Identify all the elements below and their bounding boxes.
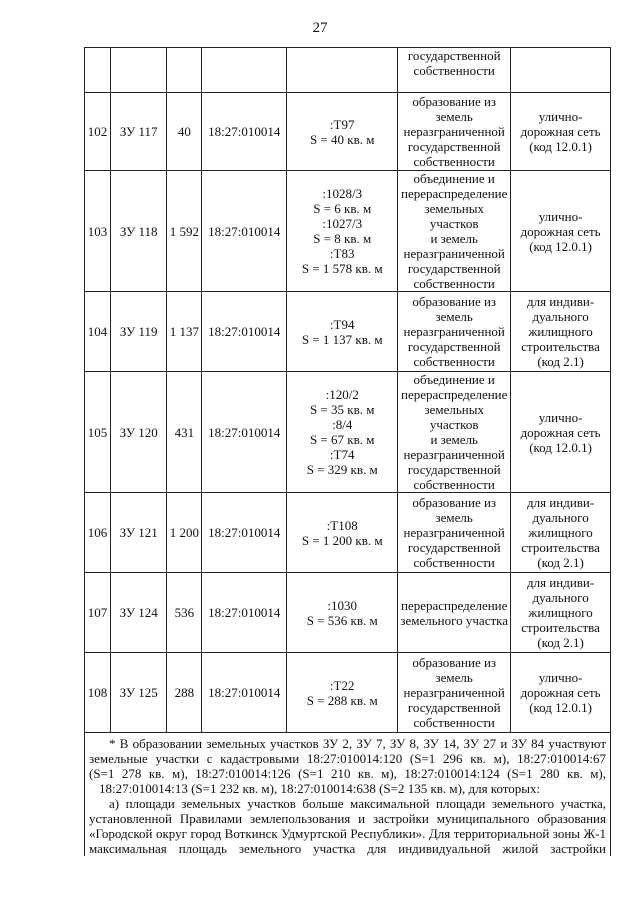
use-line: (код 12.0.1) bbox=[529, 139, 592, 154]
method-line: неразграниченной bbox=[403, 525, 505, 540]
use-line: (код 12.0.1) bbox=[529, 439, 592, 455]
cell-permitted-use bbox=[511, 93, 611, 171]
source-line: S = 288 кв. м bbox=[306, 692, 378, 708]
note-line: а) площади земельных участков больше максимальной площади земельного участка, bbox=[109, 796, 606, 811]
table-row bbox=[85, 93, 611, 171]
method-line: земель bbox=[435, 510, 473, 525]
method-line: собственности bbox=[413, 715, 495, 730]
cell-cadastral-quarter: 18:27:010014 bbox=[202, 573, 287, 653]
method-line: и земель bbox=[430, 231, 478, 246]
source-line: S = 536 кв. м bbox=[306, 612, 378, 628]
cell-permitted-use bbox=[511, 292, 611, 372]
cell-cadastral-quarter: 18:27:010014 bbox=[202, 93, 287, 171]
use-line: (код 2.1) bbox=[537, 635, 584, 650]
cell-empty bbox=[110, 48, 167, 93]
source-line: :1030 bbox=[327, 597, 358, 613]
use-line: строительства bbox=[521, 540, 600, 555]
source-line: S = 35 кв. м bbox=[309, 402, 375, 417]
cell-formation-method bbox=[398, 48, 511, 93]
method-line: собственности bbox=[413, 276, 495, 291]
source-line: :1027/3 bbox=[322, 216, 363, 231]
method-line: собственности bbox=[413, 154, 495, 169]
cell-source-plots bbox=[287, 372, 398, 493]
cell-row-number: 105 bbox=[85, 372, 111, 493]
cell-cadastral-quarter: 18:27:010014 bbox=[202, 292, 287, 372]
cell-area: 288 bbox=[167, 653, 202, 733]
use-line: строительства bbox=[521, 339, 600, 354]
method-line: образование из bbox=[412, 655, 497, 670]
method-line: образование из bbox=[412, 495, 497, 510]
method-line: неразграниченной bbox=[403, 124, 505, 139]
source-line: :Т83 bbox=[329, 246, 355, 261]
note-line: (S=1 278 кв. м), 18:27:010014:126 (S=1 210 кв. м), 18:27:010014:124 (S=1 280 кв. м), bbox=[89, 766, 606, 781]
table-row bbox=[85, 372, 611, 493]
table-row bbox=[85, 493, 611, 573]
method-line: государственной bbox=[407, 261, 501, 276]
cell-cadastral-quarter: 18:27:010014 bbox=[202, 493, 287, 573]
method-line: государственной bbox=[407, 462, 501, 477]
source-line: :Т94 bbox=[329, 316, 355, 332]
cell-plot-id: ЗУ 118 bbox=[110, 171, 167, 292]
method-line: земель bbox=[435, 109, 473, 124]
land-plots-table bbox=[84, 47, 611, 856]
cell-empty bbox=[202, 48, 287, 93]
use-line: улично- bbox=[538, 409, 583, 425]
note-line: установленной Правилами землепользования и застройки муниципального образования bbox=[89, 811, 606, 826]
cell-row-number: 106 bbox=[85, 493, 111, 573]
use-line: дуального bbox=[532, 510, 589, 525]
source-line: :8/4 bbox=[332, 417, 353, 432]
source-line: :Т74 bbox=[329, 447, 355, 462]
use-line: дуального bbox=[532, 309, 589, 324]
source-line: S = 329 кв. м bbox=[306, 462, 378, 477]
use-line: жилищного bbox=[528, 605, 593, 620]
cell-source-plots bbox=[287, 573, 398, 653]
cell-permitted-use bbox=[511, 171, 611, 292]
cell-area: 1 200 bbox=[167, 493, 202, 573]
method-line: объединение и bbox=[413, 372, 495, 387]
method-line: собственности bbox=[413, 354, 495, 369]
cell-plot-id: ЗУ 121 bbox=[110, 493, 167, 573]
source-line: :Т22 bbox=[329, 677, 355, 693]
use-line: (код 2.1) bbox=[537, 555, 584, 570]
use-line: жилищного bbox=[528, 324, 593, 339]
use-line: строительства bbox=[521, 620, 600, 635]
cell-permitted-use bbox=[511, 573, 611, 653]
method-line: государственной bbox=[407, 139, 501, 154]
cell-formation-method bbox=[398, 93, 511, 171]
cell-source-plots bbox=[287, 653, 398, 733]
method-line: собственности bbox=[413, 555, 495, 570]
cell-formation-method bbox=[398, 372, 511, 493]
source-line: S = 1 200 кв. м bbox=[301, 532, 383, 548]
cell-permitted-use bbox=[511, 653, 611, 733]
method-line: государственной bbox=[407, 339, 501, 354]
use-line: (код 2.1) bbox=[537, 354, 584, 369]
use-line: улично- bbox=[538, 208, 583, 224]
cell-row-number: 108 bbox=[85, 653, 111, 733]
cell-empty bbox=[167, 48, 202, 93]
cell-empty bbox=[85, 48, 111, 93]
use-line: дорожная сеть bbox=[520, 124, 601, 139]
source-line: S = 1 578 кв. м bbox=[301, 261, 383, 276]
method-line: и земель bbox=[430, 432, 478, 447]
method-line: неразграниченной bbox=[403, 246, 505, 261]
cell-plot-id: ЗУ 117 bbox=[110, 93, 167, 171]
use-line: дорожная сеть bbox=[520, 223, 601, 239]
cell-area: 431 bbox=[167, 372, 202, 493]
cell-formation-method bbox=[398, 493, 511, 573]
note-line: 18:27:010014:13 (S=1 232 кв. м), 18:27:010014:638 (S=2 135 кв. м), для которых: bbox=[99, 781, 541, 796]
cell-area: 1 592 bbox=[167, 171, 202, 292]
cell-source-plots bbox=[287, 493, 398, 573]
method-line: государственной bbox=[407, 48, 501, 63]
cell-formation-method bbox=[398, 653, 511, 733]
method-line: земельного участка bbox=[400, 612, 509, 628]
method-line: земельных участков bbox=[424, 402, 484, 432]
use-line: (код 12.0.1) bbox=[529, 238, 592, 254]
use-line: для индиви- bbox=[526, 294, 595, 309]
method-line: неразграниченной bbox=[403, 447, 505, 462]
use-line: дорожная сеть bbox=[520, 424, 601, 440]
cell-permitted-use bbox=[511, 493, 611, 573]
cell-empty bbox=[287, 48, 398, 93]
cell-plot-id: ЗУ 120 bbox=[110, 372, 167, 493]
cell-source-plots bbox=[287, 93, 398, 171]
method-line: государственной bbox=[407, 700, 501, 715]
note-line: максимальная площадь земельного участка для индивидуальной жилой застройки bbox=[89, 841, 606, 856]
use-line: жилищного bbox=[528, 525, 593, 540]
method-line: неразграниченной bbox=[403, 324, 505, 339]
note-row bbox=[85, 733, 611, 857]
footnote bbox=[85, 733, 611, 857]
page-number: 27 bbox=[312, 20, 328, 36]
cell-formation-method bbox=[398, 171, 511, 292]
cell-area: 40 bbox=[167, 93, 202, 171]
source-line: :120/2 bbox=[325, 387, 359, 402]
use-line: для индиви- bbox=[526, 495, 595, 510]
table-body bbox=[85, 48, 611, 733]
method-line: земель bbox=[435, 670, 473, 685]
continuation-row bbox=[85, 48, 611, 93]
method-line: государственной bbox=[407, 540, 501, 555]
use-line: для индиви- bbox=[526, 575, 595, 590]
cell-source-plots bbox=[287, 292, 398, 372]
table-row bbox=[85, 292, 611, 372]
cell-formation-method bbox=[398, 292, 511, 372]
use-line: улично- bbox=[538, 670, 583, 685]
note-line: земельные участки с кадастровыми 18:27:010014:120 (S=1 296 кв. м), 18:27:010014:67 bbox=[89, 751, 606, 766]
method-line: перераспределение bbox=[400, 597, 508, 613]
method-line: земель bbox=[435, 309, 473, 324]
source-line: S = 8 кв. м bbox=[313, 231, 372, 246]
source-line: :Т97 bbox=[329, 116, 355, 132]
cell-source-plots bbox=[287, 171, 398, 292]
method-line: собственности bbox=[413, 63, 495, 78]
method-line: неразграниченной bbox=[403, 685, 505, 700]
source-line: S = 67 кв. м bbox=[309, 432, 375, 447]
cell-cadastral-quarter: 18:27:010014 bbox=[202, 171, 287, 292]
method-line: земельных участков bbox=[424, 201, 484, 231]
cell-plot-id: ЗУ 119 bbox=[110, 292, 167, 372]
cell-plot-id: ЗУ 124 bbox=[110, 573, 167, 653]
cell-row-number: 103 bbox=[85, 171, 111, 292]
cell-permitted-use bbox=[511, 372, 611, 493]
use-line: дуального bbox=[532, 590, 589, 605]
cell-formation-method bbox=[398, 573, 511, 653]
cell-row-number: 104 bbox=[85, 292, 111, 372]
source-line: :Т108 bbox=[326, 517, 358, 533]
table-row bbox=[85, 573, 611, 653]
source-line: S = 1 137 кв. м bbox=[301, 331, 383, 347]
table-row bbox=[85, 653, 611, 733]
source-line: S = 6 кв. м bbox=[313, 201, 372, 216]
method-line: собственности bbox=[413, 477, 495, 492]
note-line: * В образовании земельных участков ЗУ 2, ЗУ 7, ЗУ 8, ЗУ 14, ЗУ 27 и ЗУ 84 участвуют bbox=[109, 736, 606, 751]
cell-cadastral-quarter: 18:27:010014 bbox=[202, 653, 287, 733]
note-line: «Городской округ город Воткинск Удмуртской Республики». Для территориальной зоны Ж-1 bbox=[89, 826, 606, 841]
cell-plot-id: ЗУ 125 bbox=[110, 653, 167, 733]
cell-area: 1 137 bbox=[167, 292, 202, 372]
method-line: образование из bbox=[412, 294, 497, 309]
cell-empty bbox=[511, 48, 611, 93]
source-line: S = 40 кв. м bbox=[309, 131, 375, 147]
method-line: образование из bbox=[412, 94, 497, 109]
cell-area: 536 bbox=[167, 573, 202, 653]
cell-row-number: 107 bbox=[85, 573, 111, 653]
use-line: улично- bbox=[538, 109, 583, 124]
cell-cadastral-quarter: 18:27:010014 bbox=[202, 372, 287, 493]
use-line: (код 12.0.1) bbox=[529, 700, 592, 715]
method-line: объединение и bbox=[413, 171, 495, 186]
use-line: дорожная сеть bbox=[520, 685, 601, 700]
method-line: перераспределение bbox=[400, 186, 508, 201]
method-line: перераспределение bbox=[400, 387, 508, 402]
table-row bbox=[85, 171, 611, 292]
source-line: :1028/3 bbox=[322, 186, 363, 201]
cell-row-number: 102 bbox=[85, 93, 111, 171]
